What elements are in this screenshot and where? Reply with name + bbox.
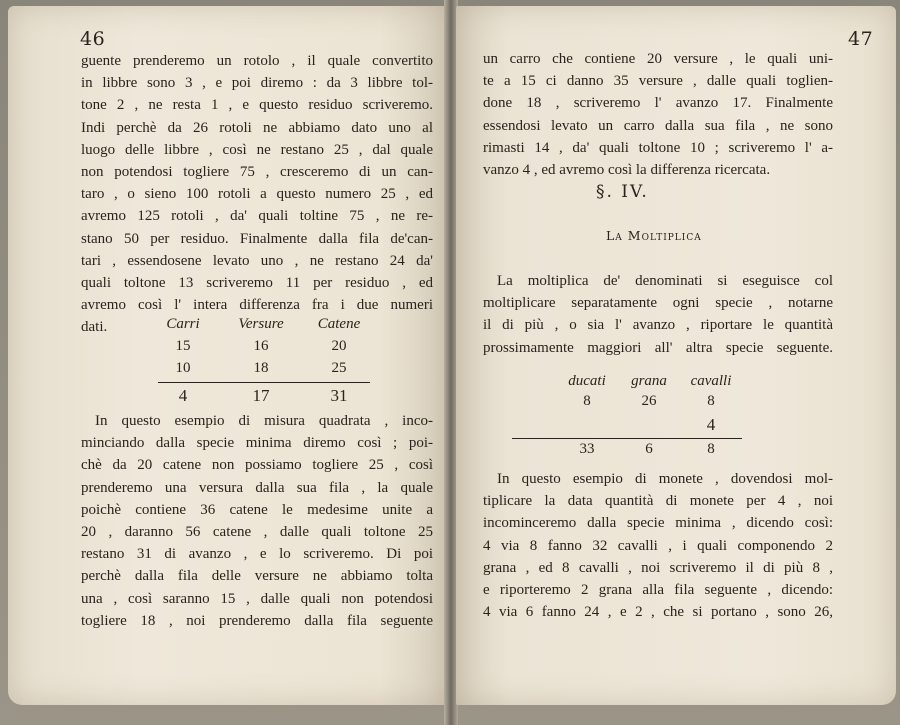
text-line: dati. bbox=[81, 319, 108, 336]
text-line: un carro che contiene 20 versure , le quali uni- bbox=[483, 51, 833, 67]
calc-header-row bbox=[552, 373, 772, 395]
calc-value: 8 bbox=[707, 393, 715, 409]
paragraph bbox=[81, 410, 433, 632]
text-line: stano 50 per residuo. Finalmente dalla fila de'can- bbox=[81, 230, 433, 247]
text-line: Indi perchè da 26 rotoli ne abbiamo dato uno al bbox=[81, 119, 433, 136]
column-header: cavalli bbox=[690, 373, 732, 389]
text-line: una , così saranno 15 , dalle quali non potendosi bbox=[81, 590, 433, 607]
text-line: avremo 125 rotoli , da' quali toltine 75 , ne re- bbox=[81, 208, 433, 225]
text-line: 4 via 6 fanno 24 , e 2 , che si portano , sono 26, bbox=[483, 604, 833, 621]
left-page bbox=[8, 6, 446, 705]
column-header: Versure bbox=[238, 316, 284, 332]
text-line: 4 via 8 fanno 32 cavalli , i quali componendo 2 bbox=[483, 537, 833, 554]
page-number: 46 bbox=[80, 28, 106, 50]
text-line: essendosi levato un carro dalla sua fila , ne sono bbox=[483, 117, 833, 134]
text-line: perchè dalla fila delle versure ne abbiamo tolta bbox=[81, 568, 433, 585]
text-line: non potendosi togliere 75 , cresceremo di un can- bbox=[81, 164, 433, 181]
subsection-title: La Moltiplica bbox=[606, 228, 702, 243]
text-line: poichè contiene 36 catene le medesime unite a bbox=[81, 501, 433, 518]
calc-result: 17 bbox=[252, 386, 270, 405]
column-header: ducati bbox=[568, 373, 606, 389]
calc-header-row bbox=[148, 316, 378, 338]
calc-value: 20 bbox=[331, 338, 347, 354]
multiplication-calculation bbox=[552, 373, 772, 463]
subtraction-calculation bbox=[148, 316, 378, 406]
text-line: guente prenderemo un rotolo , il quale convertito bbox=[81, 53, 433, 69]
text-line: tiplicare la data quantità di monete per 4 , noi bbox=[483, 493, 833, 510]
paragraph bbox=[483, 468, 833, 623]
paragraph bbox=[483, 48, 833, 181]
calc-result: 33 bbox=[579, 441, 595, 457]
right-page bbox=[456, 6, 896, 705]
text-line: e riporteremo 2 grana alla fila seguente , dicendo: bbox=[483, 582, 833, 599]
column-header: Catene bbox=[317, 316, 361, 332]
text-line: luogo delle libbre , così ne restano 25 , dal quale bbox=[81, 141, 433, 158]
calc-row bbox=[552, 393, 772, 415]
calc-result: 6 bbox=[645, 441, 653, 457]
text-line: prossimamente maggiori all' altra specie seguente. bbox=[483, 339, 833, 356]
text-line: 20 , daranno 56 catene , dalle quali toltone 25 bbox=[81, 524, 433, 541]
calc-value: 8 bbox=[583, 393, 591, 409]
text-line: rimasti 14 , da' quali toltone 10 ; scriveremo l' a- bbox=[483, 139, 833, 156]
calc-multiplier-row bbox=[552, 415, 772, 437]
calc-value: 16 bbox=[253, 338, 269, 354]
calc-value: 15 bbox=[175, 338, 191, 354]
text-line: grana , ed 8 cavalli , noi scriveremo il di più 8 , bbox=[483, 559, 833, 576]
page-number: 47 bbox=[848, 28, 874, 50]
calc-value: 10 bbox=[175, 360, 191, 376]
calc-result-row bbox=[148, 386, 378, 408]
column-header: grana bbox=[631, 373, 667, 389]
text-line: tari , essendosene levato uno , ne restano 24 da' bbox=[81, 252, 433, 269]
calc-row bbox=[148, 360, 378, 382]
text-line: restano 31 di avanzo , e lo scriveremo. Di poi bbox=[81, 546, 433, 563]
calc-rule bbox=[158, 382, 370, 383]
calc-rule bbox=[512, 438, 742, 439]
text-line: In questo esempio di monete , dovendosi mol- bbox=[497, 471, 833, 487]
text-line: avremo così l' intera differenza fra i due numeri bbox=[81, 297, 433, 314]
paragraph bbox=[81, 50, 433, 339]
text-line: il di più , o sia l' avanzo , riportare le quantità bbox=[483, 317, 833, 334]
text-line: done 18 , scriveremo l' avanzo 17. Finalmente bbox=[483, 95, 833, 112]
calc-value: 26 bbox=[641, 393, 657, 409]
text-line: minciando dalla specie minima diremo così ; poi- bbox=[81, 435, 433, 452]
text-line: vanzo 4 , ed avremo così la differenza ricercata. bbox=[483, 162, 771, 179]
calc-value: 18 bbox=[253, 360, 269, 376]
text-line: La moltiplica de' denominati si eseguisce col bbox=[497, 273, 833, 289]
calc-result-row bbox=[552, 441, 772, 463]
text-line: taro , o sieno 100 rotoli a questo numero 25 , ed bbox=[81, 186, 433, 203]
calc-multiplier: 4 bbox=[706, 415, 716, 434]
calc-value: 25 bbox=[331, 360, 347, 376]
paragraph bbox=[483, 270, 833, 359]
text-line: togliere 18 , noi prenderemo dalla fila seguente bbox=[81, 612, 433, 629]
text-line: tone 2 , ne resta 1 , e questo residuo scriveremo. bbox=[81, 97, 433, 114]
calc-result: 4 bbox=[178, 386, 188, 405]
text-line: prenderemo una versura dalla sua fila , la quale bbox=[81, 479, 433, 496]
text-line: In questo esempio di misura quadrata , inco- bbox=[95, 413, 433, 429]
text-line: in libbre sono 3 , e poi diremo : da 3 libbre tol- bbox=[81, 75, 433, 92]
calc-result: 8 bbox=[707, 441, 715, 457]
text-line: quali toltone 13 scriveremo 11 per residuo , ed bbox=[81, 275, 433, 292]
text-line: incominceremo dalla specie minima , dicendo così: bbox=[483, 515, 833, 532]
column-header: Carri bbox=[166, 316, 200, 332]
calc-row bbox=[148, 338, 378, 360]
text-line: chè da 20 catene non possiamo togliere 25 , così bbox=[81, 457, 433, 474]
calc-result: 31 bbox=[330, 386, 348, 405]
text-line: te a 15 ci danno 35 versure , dalle quali toglien- bbox=[483, 73, 833, 90]
section-title: §. IV. bbox=[596, 182, 649, 202]
text-line: moltiplicare separatamente ogni specie , notarne bbox=[483, 295, 833, 312]
